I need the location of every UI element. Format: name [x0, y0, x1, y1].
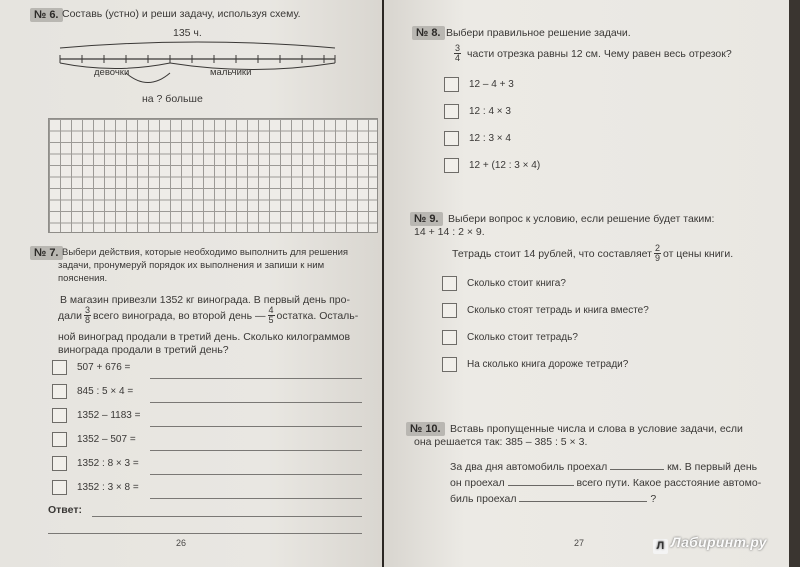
- task-9-option-3[interactable]: [442, 330, 578, 345]
- scheme-girls-label: девочки: [94, 67, 130, 78]
- option-label: 1352 : 3 × 8 =: [77, 482, 139, 493]
- option-label: 1352 : 8 × 3 =: [77, 458, 139, 469]
- fraction-2-9: $\frac{2}{9}$: [654, 243, 660, 263]
- line-2-part-b: всего пути. Какое расстояние автомо-: [576, 477, 762, 489]
- answer-line[interactable]: [150, 498, 362, 499]
- checkbox[interactable]: [52, 408, 67, 423]
- answer-line[interactable]: [48, 533, 362, 534]
- task-6-number: № 6.: [30, 8, 63, 22]
- task-7-option-2[interactable]: [52, 384, 133, 399]
- task-9-text-2: 14 + 14 : 2 × 9.: [414, 226, 485, 238]
- line-2-part-a: он проехал: [450, 477, 505, 489]
- watermark: [653, 534, 767, 554]
- option-label: 507 + 676 =: [77, 362, 131, 373]
- task-7-problem-3: ной виноград продали в третий день. Сколько килограммов: [58, 331, 351, 343]
- task-9-option-1[interactable]: [442, 276, 566, 291]
- option-label: 12 : 4 × 3: [469, 106, 511, 117]
- option-label: Сколько стоит тетрадь?: [467, 332, 578, 343]
- checkbox[interactable]: [442, 330, 457, 345]
- task-7-instruction-2: задачи, пронумеруй порядок их выполнения и запиши к ним: [58, 260, 325, 271]
- answer-grid[interactable]: [48, 118, 378, 233]
- checkbox[interactable]: [444, 158, 459, 173]
- task-7-option-1[interactable]: [52, 360, 130, 375]
- task-7-instruction-1: Выбери действия, которые необходимо выполнить для решения: [62, 247, 349, 258]
- checkbox[interactable]: [444, 104, 459, 119]
- answer-line[interactable]: [92, 516, 362, 517]
- task-9-option-2[interactable]: [442, 303, 649, 318]
- option-label: 12 – 4 + 3: [469, 79, 514, 90]
- option-label: На сколько книга дороже тетради?: [467, 359, 629, 370]
- answer-line[interactable]: [150, 450, 362, 451]
- page-number-right: 27: [574, 538, 585, 548]
- scheme-question-label: на ? больше: [142, 93, 203, 105]
- task-10-line-3: [450, 492, 656, 506]
- fraction-3-4: $\frac{3}{4}$: [455, 43, 461, 63]
- answer-line[interactable]: [150, 474, 362, 475]
- answer-line[interactable]: [150, 378, 362, 379]
- task-8-option-3[interactable]: [444, 131, 511, 146]
- task-8-question: [452, 44, 732, 63]
- checkbox[interactable]: [442, 357, 457, 372]
- task-7-option-6[interactable]: [52, 480, 139, 495]
- checkbox[interactable]: [52, 456, 67, 471]
- task-7-option-4[interactable]: [52, 432, 136, 447]
- blank-field[interactable]: [610, 461, 664, 470]
- option-label: 1352 – 1183 =: [77, 410, 141, 421]
- answer-label: Ответ:: [48, 504, 82, 516]
- task-6-text: Составь (устно) и реши задачу, используя схему.: [62, 8, 301, 20]
- answer-line[interactable]: [150, 426, 362, 427]
- page-number-left: 26: [176, 538, 187, 548]
- task-10-text-1: Вставь пропущенные числа и слова в условие задачи, если: [450, 423, 743, 435]
- option-label: 12 : 3 × 4: [469, 133, 511, 144]
- option-label: 1352 – 507 =: [77, 434, 136, 445]
- task-8-text: Выбери правильное решение задачи.: [446, 27, 631, 39]
- checkbox[interactable]: [444, 77, 459, 92]
- fraction-4-5: $\frac{4}{5}$: [268, 305, 274, 325]
- checkbox[interactable]: [442, 276, 457, 291]
- task-10-text-2: она решается так: 385 – 385 : 5 × 3.: [414, 436, 588, 448]
- fraction-3-8: $\frac{3}{8}$: [84, 305, 90, 325]
- scheme-total-label: 135 ч.: [173, 27, 202, 39]
- option-label: Сколько стоят тетрадь и книга вместе?: [467, 305, 649, 316]
- scheme-boys-label: мальчики: [210, 67, 252, 78]
- watermark-text: Лабиринт.ру: [671, 534, 767, 550]
- condition-part-b: от цены книги.: [662, 247, 734, 260]
- option-label: 845 : 5 × 4 =: [77, 386, 134, 397]
- checkbox[interactable]: [52, 384, 67, 399]
- task-7-problem-4: винограда продали в третий день?: [58, 344, 229, 356]
- line-1-part-a: За два дня автомобиль проехал: [450, 461, 608, 473]
- task-7-problem-2: [58, 306, 358, 325]
- task-10-line-2: [450, 476, 761, 490]
- blank-field[interactable]: [508, 477, 574, 486]
- checkbox[interactable]: [52, 480, 67, 495]
- book-edge: [789, 0, 800, 567]
- task-6-scheme: [60, 27, 335, 105]
- checkbox[interactable]: [444, 131, 459, 146]
- task-8-option-1[interactable]: [444, 77, 514, 92]
- option-label: 12 + (12 : 3 × 4): [469, 160, 541, 171]
- checkbox[interactable]: [52, 360, 67, 375]
- task-7-instruction-3: пояснения.: [58, 273, 108, 284]
- task-9-text-1: Выбери вопрос к условию, если решение будет таким:: [448, 213, 715, 225]
- checkbox[interactable]: [442, 303, 457, 318]
- task-8-option-2[interactable]: [444, 104, 511, 119]
- task-10-number: № 10.: [406, 422, 445, 436]
- line-3-part-a: биль проехал: [450, 493, 517, 505]
- checkbox[interactable]: [52, 432, 67, 447]
- right-page: [384, 0, 789, 567]
- task-9-option-4[interactable]: [442, 357, 628, 372]
- problem-2-part-b: всего винограда, во второй день —: [92, 309, 266, 322]
- task-8-number: № 8.: [412, 26, 445, 40]
- condition-part-a: Тетрадь стоит 14 рублей, что составляет: [452, 247, 652, 260]
- left-page: [0, 0, 382, 567]
- task-8-option-4[interactable]: [444, 158, 540, 173]
- problem-2-part-a: дали: [58, 309, 82, 322]
- task-8-question-text: части отрезка равны 12 см. Чему равен весь отрезок?: [467, 47, 732, 60]
- task-7-option-5[interactable]: [52, 456, 139, 471]
- task-10-line-1: [450, 460, 757, 474]
- task-9-condition: [452, 244, 733, 263]
- line-1-part-b: км. В первый день: [667, 461, 758, 473]
- answer-line[interactable]: [150, 402, 362, 403]
- task-7-problem-1: В магазин привезли 1352 кг винограда. В первый день про-: [60, 294, 350, 306]
- problem-2-part-c: остатка. Осталь-: [276, 309, 359, 322]
- labirint-logo-icon: Л: [653, 539, 668, 554]
- blank-field[interactable]: [519, 493, 647, 502]
- task-7-number: № 7.: [30, 246, 63, 260]
- line-3-part-b: ?: [650, 493, 657, 505]
- option-label: Сколько стоит книга?: [467, 278, 566, 289]
- task-7-option-3[interactable]: [52, 408, 141, 423]
- task-9-number: № 9.: [410, 212, 443, 226]
